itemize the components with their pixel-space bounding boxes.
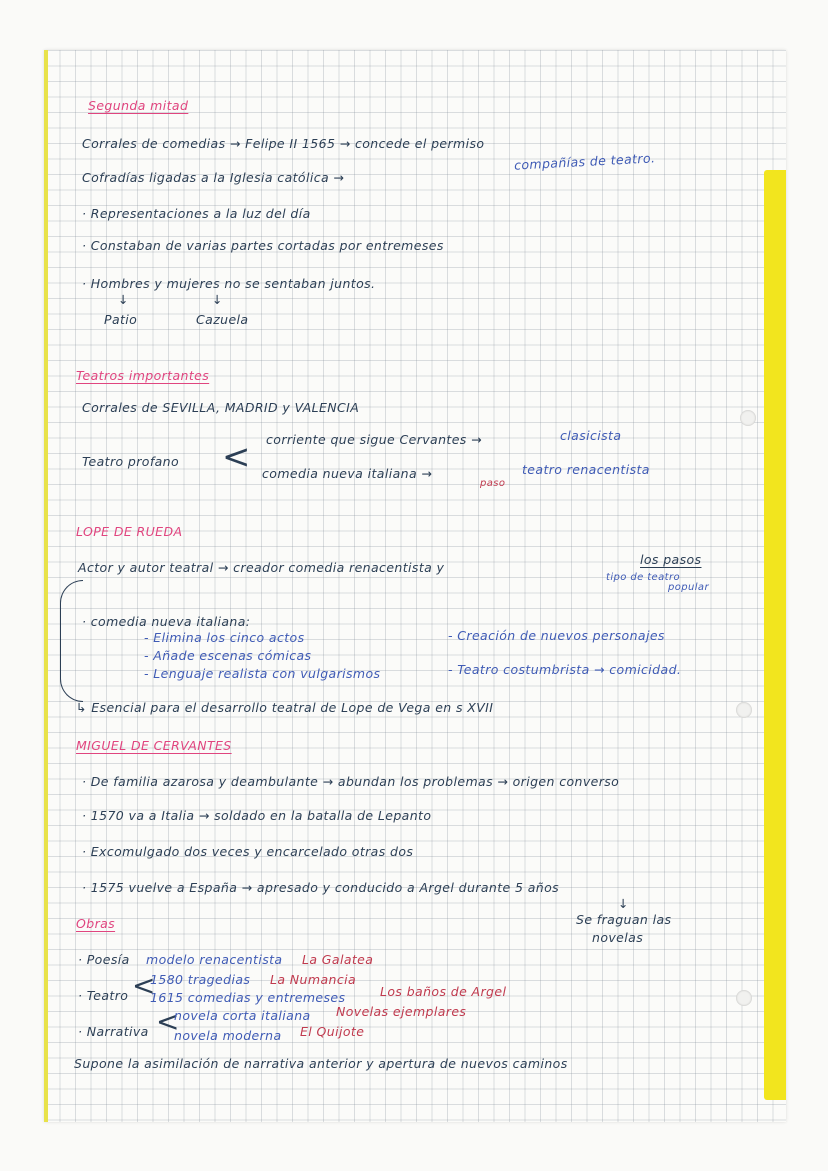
heading-miguel-de-cervantes: MIGUEL DE CERVANTES bbox=[76, 738, 232, 753]
teatro-1580: 1580 tragedias bbox=[150, 972, 251, 987]
poesia-galatea: La Galatea bbox=[302, 952, 374, 967]
item-excomulgado: · Excomulgado dos veces y encarcelado otras dos bbox=[82, 844, 414, 859]
teatro-1615: 1615 comedias y entremeses bbox=[150, 990, 346, 1005]
label-teatro-renacentista: teatro renacentista bbox=[522, 462, 650, 477]
binder-hole-bottom bbox=[736, 990, 752, 1006]
line-cofradias: Cofradías ligadas a la Iglesia católica → bbox=[82, 170, 345, 185]
label-se-fraguan: Se fraguan las bbox=[576, 912, 672, 927]
line-corrales: Corrales de comedias → Felipe II 1565 → concede el permiso bbox=[82, 136, 485, 151]
item-teatro-costumbrista: - Teatro costumbrista → comicidad. bbox=[448, 662, 682, 677]
line-esencial: ↳ Esencial para el desarrollo teatral de Lope de Vega en s XVII bbox=[76, 700, 494, 715]
label-paso: paso bbox=[480, 478, 506, 489]
item-creacion-personajes: - Creación de nuevos personajes bbox=[448, 628, 665, 643]
label-teatro-profano: Teatro profano bbox=[82, 454, 180, 469]
brace-narrativa: < bbox=[156, 1005, 180, 1038]
line-comedia-nueva: · comedia nueva italiana: bbox=[82, 614, 251, 629]
narrativa-moderna: novela moderna bbox=[174, 1028, 282, 1043]
label-los-pasos: los pasos bbox=[640, 552, 702, 567]
line-actor-autor: Actor y autor teatral → creador comedia renacentista y bbox=[78, 560, 445, 575]
line-corriente-cervantes: corriente que sigue Cervantes → bbox=[266, 432, 482, 447]
poesia-modelo: modelo renacentista bbox=[146, 952, 283, 967]
label-novelas: novelas bbox=[592, 930, 644, 945]
item-vuelve-espana: · 1575 vuelve a España → apresado y conducido a Argel durante 5 años bbox=[82, 880, 560, 895]
line-companias: compañías de teatro. bbox=[513, 150, 656, 173]
line-comedia-italiana: comedia nueva italiana → bbox=[262, 466, 433, 481]
label-popular: popular bbox=[668, 582, 709, 593]
narrativa-ejemplares: Novelas ejemplares bbox=[336, 1004, 467, 1019]
yellow-divider-tab bbox=[764, 170, 786, 1100]
binder-hole-middle bbox=[736, 702, 752, 718]
teatro-numancia: La Numancia bbox=[270, 972, 357, 987]
line-corrales-ciudades: Corrales de SEVILLA, MADRID y VALENCIA bbox=[82, 400, 360, 415]
label-teatro: · Teatro bbox=[78, 988, 129, 1003]
arrow-cazuela: ↓ bbox=[212, 292, 223, 307]
label-poesia: · Poesía bbox=[78, 952, 130, 967]
bracket-lope bbox=[60, 580, 83, 702]
notebook-page bbox=[44, 50, 786, 1122]
bullet-constaban: · Constaban de varias partes cortadas por entremeses bbox=[82, 238, 444, 253]
brace-teatro: < bbox=[222, 437, 251, 477]
heading-segunda-mitad: Segunda mitad bbox=[88, 98, 189, 113]
heading-lope-de-rueda: LOPE DE RUEDA bbox=[76, 524, 183, 539]
label-clasicista: clasicista bbox=[560, 428, 622, 443]
item-familia: · De familia azarosa y deambulante → abundan los problemas → origen converso bbox=[82, 774, 620, 789]
page-edge bbox=[44, 50, 48, 1122]
label-cazuela: Cazuela bbox=[196, 312, 249, 327]
label-tipo-teatro: tipo de teatro bbox=[606, 572, 680, 583]
bullet-representaciones: · Representaciones a la luz del día bbox=[82, 206, 311, 221]
heading-obras: Obras bbox=[76, 916, 116, 931]
arrow-patio: ↓ bbox=[118, 292, 129, 307]
binder-hole-top bbox=[740, 410, 756, 426]
item-lenguaje-realista: - Lenguaje realista con vulgarismos bbox=[144, 666, 381, 681]
item-elimina-actos: - Elimina los cinco actos bbox=[144, 630, 305, 645]
heading-teatros-importantes: Teatros importantes bbox=[76, 368, 210, 383]
label-patio: Patio bbox=[104, 312, 138, 327]
line-supone: Supone la asimilación de narrativa anterior y apertura de nuevos caminos bbox=[74, 1056, 568, 1071]
teatro-banos-argel: Los baños de Argel bbox=[380, 984, 507, 999]
label-narrativa: · Narrativa bbox=[78, 1024, 149, 1039]
bullet-hombres-mujeres: · Hombres y mujeres no se sentaban juntos. bbox=[82, 276, 376, 291]
narrativa-corta: novela corta italiana bbox=[174, 1008, 311, 1023]
brace-obras-teatro: < bbox=[132, 969, 156, 1002]
narrativa-quijote: El Quijote bbox=[300, 1024, 365, 1039]
item-italia: · 1570 va a Italia → soldado en la batalla de Lepanto bbox=[82, 808, 432, 823]
arrow-fraguan: ↓ bbox=[618, 896, 629, 911]
item-anade-escenas: - Añade escenas cómicas bbox=[144, 648, 312, 663]
